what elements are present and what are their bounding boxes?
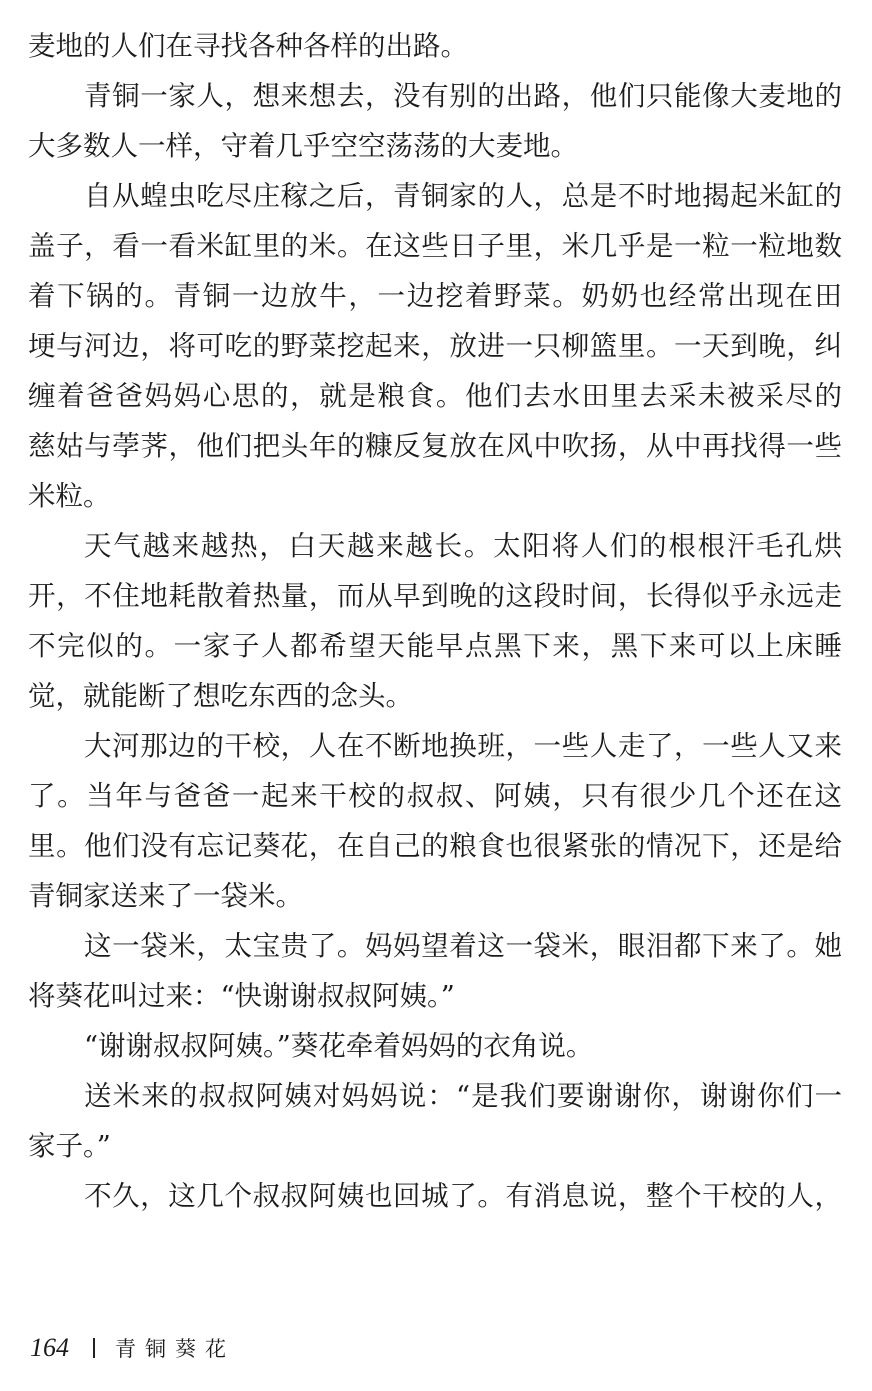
- text-line: 了。当年与爸爸一起来干校的叔叔、阿姨，只有很少几个还在这: [28, 780, 842, 812]
- text-line: 里。他们没有忘记葵花，在自己的粮食也很紧张的情况下，还是给: [28, 830, 842, 862]
- book-title: 青铜葵花: [115, 1337, 235, 1361]
- text-line: 天气越来越热，白天越来越长。太阳将人们的根根汗毛孔烘: [84, 530, 842, 562]
- text-line: 将葵花叫过来：“快谢谢叔叔阿姨。”: [28, 980, 455, 1012]
- text-line: “谢谢叔叔阿姨。”葵花牵着妈妈的衣角说。: [84, 1030, 594, 1062]
- text-line: 不久，这几个叔叔阿姨也回城了。有消息说，整个干校的人，: [84, 1180, 842, 1212]
- text-line: 这一袋米，太宝贵了。妈妈望着这一袋米，眼泪都下来了。她: [84, 930, 842, 962]
- text-line: 麦地的人们在寻找各种各样的出路。: [28, 30, 468, 62]
- page-footer: [30, 1333, 235, 1363]
- text-line: 大河那边的干校，人在不断地换班，一些人走了，一些人又来: [84, 730, 842, 762]
- text-line: 不完似的。一家子人都希望天能早点黑下来，黑下来可以上床睡: [28, 630, 842, 662]
- text-line: 觉，就能断了想吃东西的念头。: [28, 680, 413, 712]
- page-number: 164: [30, 1333, 69, 1362]
- text-line: 开，不住地耗散着热量，而从早到晚的这段时间，长得似乎永远走: [28, 580, 842, 612]
- text-line: 大多数人一样，守着几乎空空荡荡的大麦地。: [28, 130, 578, 162]
- text-line: 米粒。: [28, 480, 111, 512]
- text-line: 着下锅的。青铜一边放牛，一边挖着野菜。奶奶也经常出现在田: [28, 280, 842, 312]
- text-line: 青铜家送来了一袋米。: [28, 880, 303, 912]
- text-line: 自从蝗虫吃尽庄稼之后，青铜家的人，总是不时地揭起米缸的: [84, 180, 842, 212]
- text-line: 慈姑与荸荠，他们把头年的糠反复放在风中吹扬，从中再找得一些: [28, 430, 842, 462]
- footer-divider: [93, 1338, 95, 1358]
- text-line: 埂与河边，将可吃的野菜挖起来，放进一只柳篮里。一天到晚，纠: [28, 330, 842, 362]
- text-line: 送米来的叔叔阿姨对妈妈说：“是我们要谢谢你，谢谢你们一: [84, 1080, 842, 1112]
- text-line: 家子。”: [28, 1130, 111, 1162]
- text-line: 缠着爸爸妈妈心思的，就是粮食。他们去水田里去采未被采尽的: [28, 380, 842, 412]
- text-line: 盖子，看一看米缸里的米。在这些日子里，米几乎是一粒一粒地数: [28, 230, 842, 262]
- text-line: 青铜一家人，想来想去，没有别的出路，他们只能像大麦地的: [84, 80, 842, 112]
